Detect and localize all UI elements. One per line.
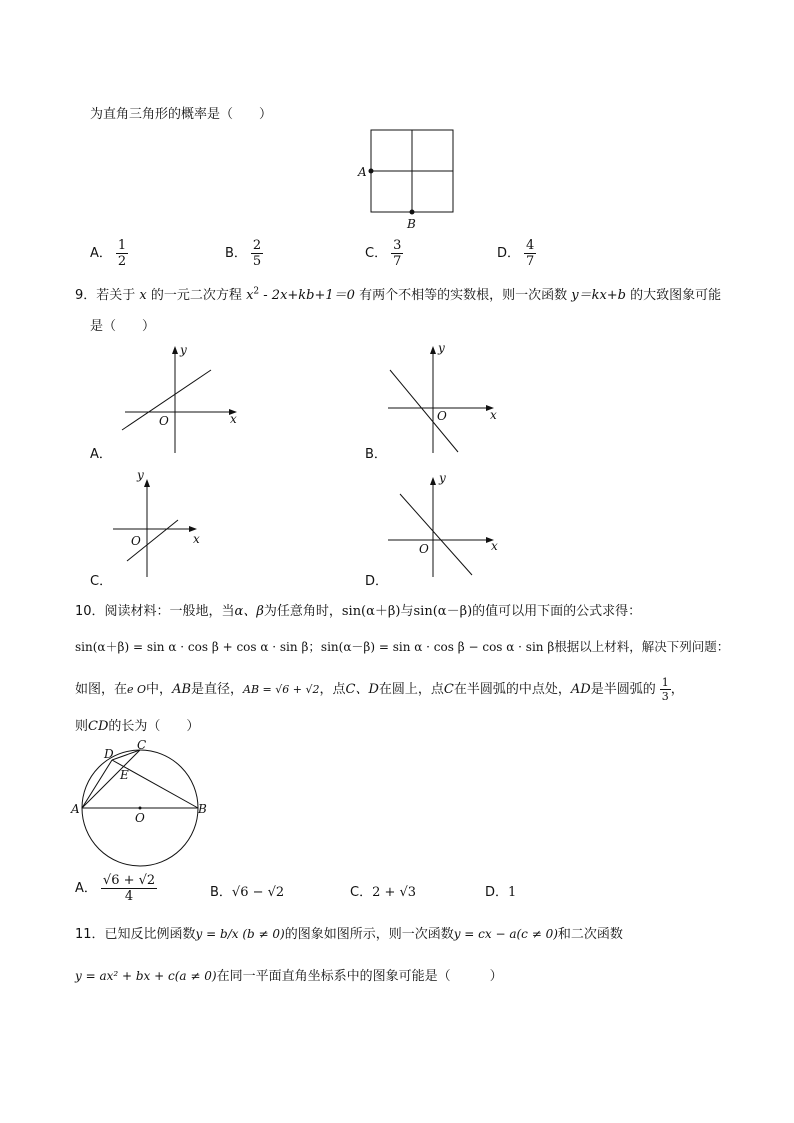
q9-stem-line2: 是（ ） xyxy=(90,319,156,334)
q8-text: 为直角三角形的概率是（ ） xyxy=(90,107,273,122)
q10-circle-figure xyxy=(68,735,218,870)
q11-stem-line2: y = ax² + bx + c(a ≠ 0)在同一平面直角坐标系中的图象可能是（ ） xyxy=(75,969,503,984)
q9-option-d[interactable]: D． xyxy=(365,574,389,589)
q10-stem-line3: 如图，在e O中，AB是直径，AB = √6 + √2，点C、D在圆上，点C在半圆弧的中点处，AD是半圆弧的 $\frac{1}{3}$ ， xyxy=(75,676,684,703)
q9-option-a[interactable]: A． xyxy=(90,447,112,462)
y-axis-arrow xyxy=(430,477,436,485)
q11-stem-line1: 11．已知反比例函数y = b/x (b ≠ 0)的图象如图所示，则一次函数y = cx − a(c ≠ 0)和二次函数 xyxy=(75,927,623,942)
x-label: x xyxy=(491,539,498,553)
y-axis-arrow xyxy=(144,479,150,487)
label-b: B xyxy=(198,802,207,816)
q8-option-c[interactable]: C． $\frac{3}{7}$ xyxy=(365,238,402,269)
origin-label: O xyxy=(159,414,169,428)
y-label: y xyxy=(137,468,144,482)
label-d: D xyxy=(104,747,114,761)
graph-line xyxy=(390,370,458,452)
q10-stem-line2: sin(α＋β) = sin α · cos β + cos α · sin β；sin(α－β) = sin α · cos β − cos α · sin β根据以上材料，解决下列问题： xyxy=(75,639,730,654)
center-dot xyxy=(139,807,142,810)
x-label: x xyxy=(193,532,200,546)
q10-option-a[interactable]: A． $\frac{√6 + √2}{4}$ xyxy=(75,873,156,904)
q9-stem-line1: 9．若关于 x 的一元二次方程 $x^2 - 2x+kb+1=0$ 有两个不相等的实数根，则一次函数 y＝kx+b 的大致图象可能 xyxy=(75,286,722,303)
q8-grid-figure xyxy=(355,125,465,235)
q10-option-c[interactable]: C．2 + √3 xyxy=(350,885,417,900)
q9-graph-c xyxy=(105,467,210,579)
graph-line xyxy=(400,494,472,575)
q8-option-b[interactable]: B． $\frac{2}{5}$ xyxy=(225,238,262,269)
q9-graph-b xyxy=(385,340,505,455)
y-axis-arrow xyxy=(430,346,436,354)
point-b-label: B xyxy=(407,217,416,231)
y-label: y xyxy=(439,471,446,485)
q9-option-b[interactable]: B． xyxy=(365,447,387,462)
label-a: A xyxy=(71,802,80,816)
origin-label: O xyxy=(437,409,447,423)
origin-label: O xyxy=(131,534,141,548)
q10-option-d[interactable]: D．1 xyxy=(485,885,517,900)
segment-ad xyxy=(82,760,112,808)
q9-option-c[interactable]: C． xyxy=(90,574,113,589)
q9-graph-d xyxy=(385,467,505,579)
point-a-dot xyxy=(369,169,374,174)
y-label: y xyxy=(438,341,445,355)
label-e: E xyxy=(120,768,129,782)
y-axis-arrow xyxy=(172,346,178,354)
x-label: x xyxy=(230,412,237,426)
x-label: x xyxy=(490,408,497,422)
origin-label: O xyxy=(419,542,429,556)
q10-option-b[interactable]: B．√6 − √2 xyxy=(210,885,285,900)
q8-option-d[interactable]: D． $\frac{4}{7}$ xyxy=(497,238,535,269)
q10-stem-line4: 则CD的长为（ ） xyxy=(75,719,200,734)
q8-option-a[interactable]: A． $\frac{1}{2}$ xyxy=(90,238,127,269)
point-a-label: A xyxy=(358,165,367,179)
label-c: C xyxy=(137,738,147,752)
q10-stem-line1: 10．阅读材料：一般地，当α、β为任意角时，sin(α＋β)与sin(α－β)的值可以用下面的公式求得： xyxy=(75,604,642,619)
label-o: O xyxy=(135,811,145,825)
y-label: y xyxy=(180,343,187,357)
q9-graph-a xyxy=(115,340,245,455)
point-b-dot xyxy=(410,210,415,215)
